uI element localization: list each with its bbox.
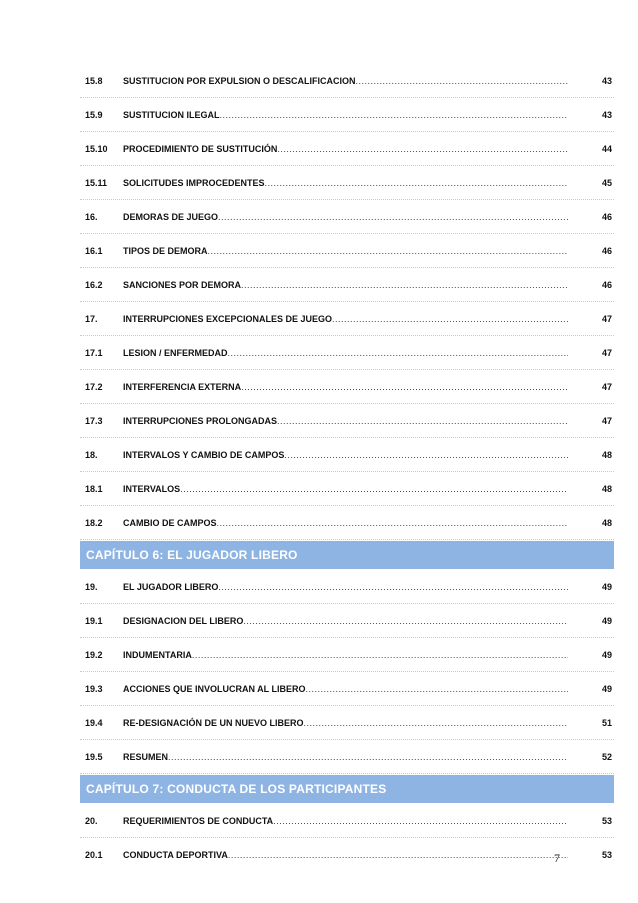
dot-leader (304, 718, 568, 728)
toc-entry[interactable] (80, 472, 614, 506)
section-title: INTERVALOS Y CAMBIO DE CAMPOS (123, 449, 285, 460)
entry-page-number: 52 (601, 751, 612, 762)
entry-page-number: 51 (601, 717, 612, 728)
dot-leader (208, 246, 568, 256)
toc-entry[interactable] (80, 200, 614, 234)
section-title: INTERVALOS (123, 483, 181, 494)
section-number: 19.4 (85, 717, 103, 728)
section-number: 18.1 (85, 483, 103, 494)
entry-page-number: 48 (601, 449, 612, 460)
toc-entry[interactable] (80, 166, 614, 200)
dot-leader (356, 76, 568, 86)
entry-page-number: 53 (601, 815, 612, 826)
entry-page-number: 47 (601, 313, 612, 324)
toc-entry[interactable] (80, 706, 614, 740)
dot-leader (168, 752, 568, 762)
toc-entry[interactable] (80, 506, 614, 540)
entry-title-wrap (123, 314, 568, 324)
dot-leader (228, 850, 568, 860)
table-of-contents (80, 64, 614, 871)
entry-title-wrap (123, 518, 568, 528)
section-title: REQUERIMIENTOS DE CONDUCTA (123, 815, 274, 826)
entry-page-number: 53 (601, 849, 612, 860)
entry-title-wrap (123, 484, 568, 494)
entry-page-number: 49 (601, 615, 612, 626)
section-number: 20.1 (85, 849, 103, 860)
entry-page-number: 47 (601, 381, 612, 392)
section-title: ACCIONES QUE INVOLUCRAN AL LIBERO (123, 683, 306, 694)
section-number: 17.3 (85, 415, 103, 426)
dot-leader (180, 484, 568, 494)
toc-entry[interactable] (80, 638, 614, 672)
section-number: 19.1 (85, 615, 103, 626)
section-title: SUSTITUCION POR EXPULSION O DESCALIFICACION (123, 75, 356, 86)
section-number: 16. (85, 211, 98, 222)
entry-title-wrap (123, 752, 568, 762)
entry-page-number: 43 (601, 109, 612, 120)
toc-entry[interactable] (80, 672, 614, 706)
entry-title-wrap (123, 280, 568, 290)
section-number: 19.3 (85, 683, 103, 694)
entry-title-wrap (123, 348, 568, 358)
section-title: DESIGNACION DEL LIBERO (123, 615, 244, 626)
section-number: 17.1 (85, 347, 103, 358)
toc-entry[interactable] (80, 740, 614, 774)
entry-title-wrap (123, 650, 568, 660)
toc-entry[interactable] (80, 302, 614, 336)
entry-page-number: 49 (601, 683, 612, 694)
toc-entry[interactable] (80, 132, 614, 166)
entry-page-number: 45 (601, 177, 612, 188)
entry-title-wrap (123, 76, 568, 86)
entry-title-wrap (123, 684, 568, 694)
dot-leader (243, 616, 568, 626)
section-title: INDUMENTARIA (123, 649, 192, 660)
section-number: 15.8 (85, 75, 103, 86)
dot-leader (217, 518, 568, 528)
section-title: LESION / ENFERMEDAD (123, 347, 228, 358)
entry-title-wrap (123, 178, 568, 188)
dot-leader (332, 314, 568, 324)
section-title: PROCEDIMIENTO DE SUSTITUCIÓN (123, 143, 278, 154)
section-title: SUSTITUCION ILEGAL (123, 109, 220, 120)
section-number: 19. (85, 581, 98, 592)
dot-leader (241, 382, 568, 392)
section-number: 19.2 (85, 649, 103, 660)
toc-entry[interactable] (80, 336, 614, 370)
entry-title-wrap (123, 616, 568, 626)
entry-title-wrap (123, 144, 568, 154)
section-title: SOLICITUDES IMPROCEDENTES (123, 177, 265, 188)
section-number: 19.5 (85, 751, 103, 762)
chapter-heading: CAPÍTULO 6: EL JUGADOR LIBERO (80, 541, 614, 569)
entry-title-wrap (123, 416, 568, 426)
dot-leader (228, 348, 568, 358)
section-number: 16.2 (85, 279, 103, 290)
toc-entry[interactable] (80, 98, 614, 132)
toc-entry[interactable] (80, 404, 614, 438)
entry-page-number: 48 (601, 517, 612, 528)
entry-title-wrap (123, 246, 568, 256)
section-title: RESUMEN (123, 751, 169, 762)
entry-page-number: 48 (601, 483, 612, 494)
entry-page-number: 46 (601, 245, 612, 256)
section-title: RE-DESIGNACIÓN DE UN NUEVO LIBERO (123, 717, 304, 728)
section-title: CONDUCTA DEPORTIVA (123, 849, 228, 860)
toc-entry[interactable] (80, 604, 614, 638)
chapter-heading: CAPÍTULO 7: CONDUCTA DE LOS PARTICIPANTES (80, 775, 614, 803)
toc-entry[interactable] (80, 234, 614, 268)
section-title: DEMORAS DE JUEGO (123, 211, 219, 222)
entry-page-number: 49 (601, 581, 612, 592)
entry-title-wrap (123, 212, 568, 222)
entry-page-number: 46 (601, 279, 612, 290)
dot-leader (277, 144, 568, 154)
section-title: INTERFERENCIA EXTERNA (123, 381, 242, 392)
section-number: 20. (85, 815, 98, 826)
entry-title-wrap (123, 382, 568, 392)
toc-entry[interactable] (80, 370, 614, 404)
section-number: 16.1 (85, 245, 103, 256)
page-number: 7 (554, 851, 560, 865)
entry-page-number: 46 (601, 211, 612, 222)
entry-page-number: 47 (601, 347, 612, 358)
entry-title-wrap (123, 850, 568, 860)
entry-page-number: 43 (601, 75, 612, 86)
dot-leader (284, 450, 568, 460)
section-title: SANCIONES POR DEMORA (123, 279, 242, 290)
entry-title-wrap (123, 110, 568, 120)
section-number: 17.2 (85, 381, 103, 392)
toc-entry[interactable] (80, 64, 614, 98)
toc-entry[interactable] (80, 438, 614, 472)
dot-leader (192, 650, 568, 660)
section-number: 17. (85, 313, 98, 324)
toc-entry[interactable] (80, 570, 614, 604)
section-number: 15.9 (85, 109, 103, 120)
dot-leader (265, 178, 568, 188)
entry-page-number: 44 (601, 143, 612, 154)
dot-leader (277, 416, 568, 426)
toc-entry[interactable] (80, 804, 614, 838)
dot-leader (218, 582, 568, 592)
entry-title-wrap (123, 582, 568, 592)
entry-page-number: 49 (601, 649, 612, 660)
dot-leader (241, 280, 568, 290)
dot-leader (218, 212, 568, 222)
entry-page-number: 47 (601, 415, 612, 426)
entry-title-wrap (123, 718, 568, 728)
entry-title-wrap (123, 450, 568, 460)
section-number: 18. (85, 449, 98, 460)
section-title: EL JUGADOR LIBERO (123, 581, 219, 592)
section-title: TIPOS DE DEMORA (123, 245, 208, 256)
section-number: 15.11 (85, 177, 108, 188)
section-number: 18.2 (85, 517, 103, 528)
section-title: INTERRUPCIONES EXCEPCIONALES DE JUEGO (123, 313, 333, 324)
section-number: 15.10 (85, 143, 108, 154)
entry-title-wrap (123, 816, 568, 826)
dot-leader (273, 816, 568, 826)
toc-entry[interactable] (80, 268, 614, 302)
dot-leader (306, 684, 568, 694)
toc-entry[interactable] (80, 838, 614, 871)
section-title: CAMBIO DE CAMPOS (123, 517, 217, 528)
dot-leader (220, 110, 569, 120)
section-title: INTERRUPCIONES PROLONGADAS (123, 415, 278, 426)
